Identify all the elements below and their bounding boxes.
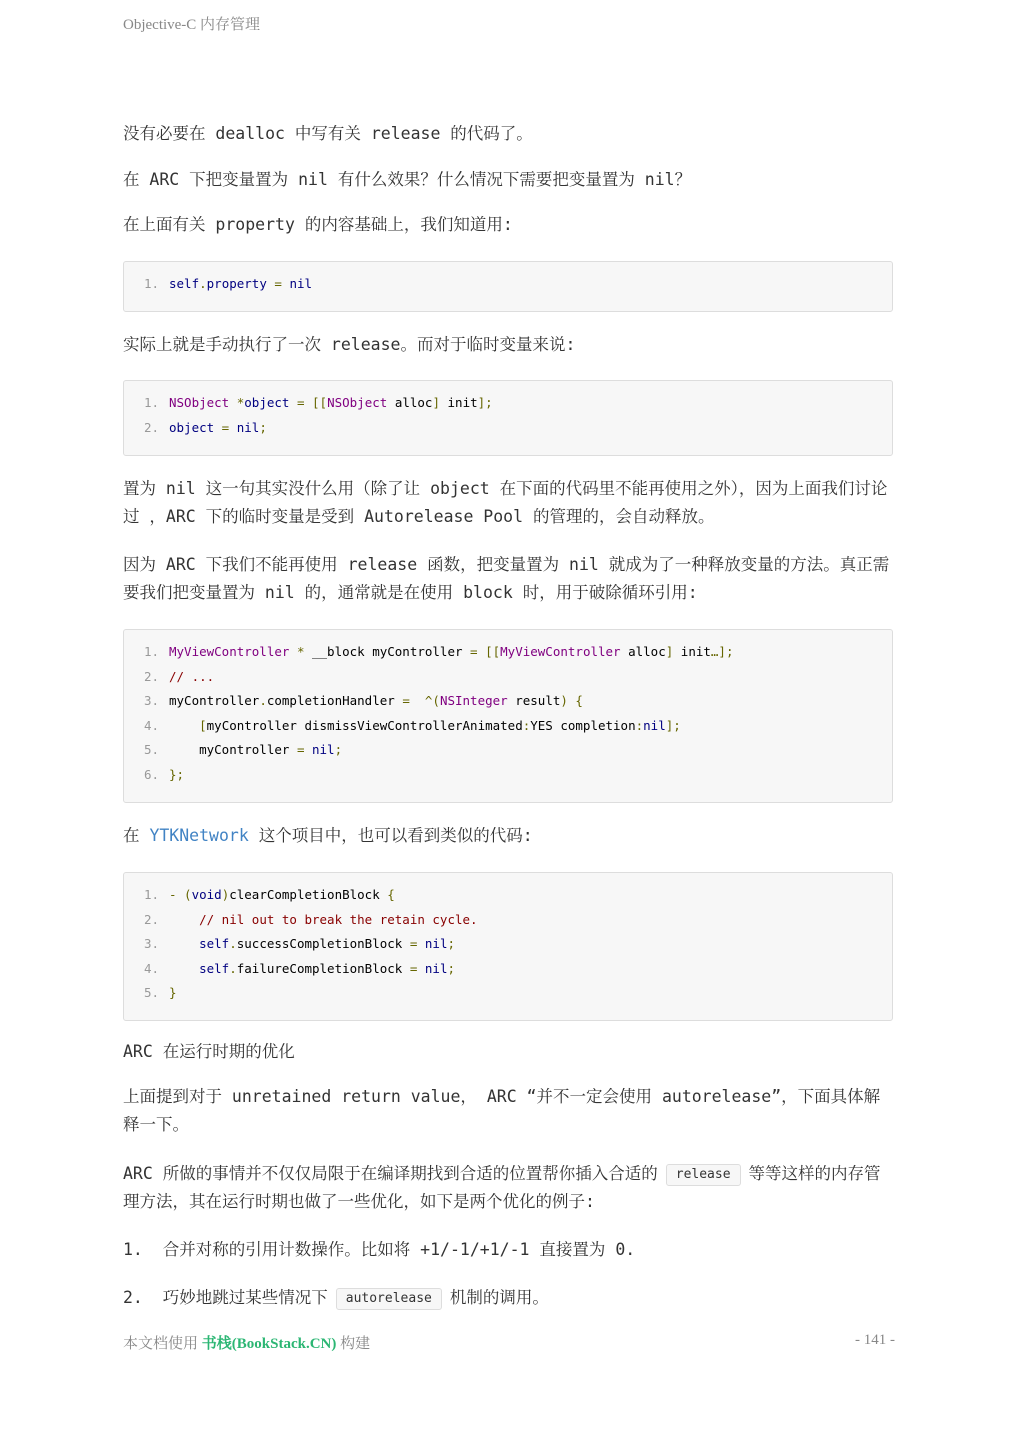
code-token: = ^( [402,693,440,709]
code-token: NSInteger [439,693,508,709]
code-token: self [199,960,230,976]
line-number: 5. [144,985,160,1001]
code-token: MyViewController [500,644,621,659]
list-item [123,1284,895,1312]
code-token: nil [289,276,313,291]
code-token: ; [447,960,456,976]
list-number: 1. [123,1240,143,1259]
code-token [169,718,199,733]
code-line [124,416,892,441]
paragraph: 在上面有关 property 的内容基础上，我们知道用: [123,215,513,234]
code-token: . [229,936,237,952]
text: 这个项目中，也可以看到类似的代码: [248,826,533,845]
paragraph [123,1160,895,1216]
code-line [124,957,892,982]
paragraph: 因为 ARC 下我们不能再使用 release 函数，把变量置为 nil 就成为了一种释放变量的方法。真正需要我们把变量置为 nil 的，通常就是在使用 block 时，用于破除循环引用: [123,555,890,602]
code-line [124,932,892,957]
code-token: ] [432,395,448,410]
line-number: 2. [144,419,160,435]
code-token: ; [447,936,456,952]
code-block [123,380,893,456]
inline-code-release: release [666,1164,741,1186]
text: 机制的调用。 [449,1288,549,1307]
paragraph: 没有必要在 dealloc 中写有关 release 的代码了。 [123,124,533,143]
text: ARC 所做的事情并不仅仅局限于在编译期找到合适的位置帮你插入合适的 [123,1164,658,1183]
code-line [124,908,892,933]
code-line [124,665,892,690]
code-token: __block myController [312,644,471,659]
code-token: ) { [560,693,583,709]
code-token: * [289,644,312,659]
line-number: 1. [144,887,160,902]
inline-code-autorelease: autorelease [336,1288,442,1310]
code-token: myController [169,742,297,758]
code-token: NSObject [327,395,388,410]
line-number: 5. [144,742,160,758]
code-token: object [169,419,215,435]
bookstack-link[interactable]: 书栈(BookStack.CN) [201,1336,337,1352]
code-token: = [266,276,290,291]
ytknetwork-link[interactable]: YTKNetwork [149,826,249,845]
paragraph: 置为 nil 这一句其实没什么用（除了让 object 在下面的代码里不能再使用之外），因为上面我们讨论过 ，ARC 下的临时变量是受到 Autorelease Pool 的管理的，会自动释放。 [123,479,888,526]
code-token: nil [424,960,448,976]
code-line [124,391,892,416]
code-block [123,629,893,803]
code-line [124,981,892,1006]
code-line [124,738,892,763]
line-number: 6. [144,766,160,782]
code-token: MyViewController [169,644,290,659]
line-number: 4. [144,717,160,733]
code-block [123,261,893,312]
code-token: myController [169,693,260,709]
code-token: ; [259,419,267,435]
code-token: = [296,742,312,758]
page-header: Objective-C 内存管理 [123,17,261,33]
text: 在 [123,826,150,845]
code-token: alloc [387,395,433,410]
code-token: myController dismissViewControllerAnimated [206,717,523,733]
line-number: 1. [144,276,160,291]
line-number: 1. [144,395,160,410]
code-token: NSObject [169,395,230,410]
code-token: void [191,887,222,902]
code-token: nil [424,936,448,952]
code-token: completionHandler [266,693,403,709]
code-token: : [635,717,644,733]
code-token: : [522,717,531,733]
code-token: ]; [665,717,681,733]
code-token: …]; [710,644,734,659]
code-token: . [199,276,207,291]
code-token: alloc [620,644,666,659]
paragraph: 实际上就是手动执行了一次 release。而对于临时变量来说: [123,335,576,354]
footer-text: 本文档使用 [123,1336,202,1352]
code-token: self [169,276,200,291]
code-token: nil [236,419,260,435]
line-number: 2. [144,668,160,684]
code-token: result [507,693,561,709]
code-token: ) [221,887,230,902]
list-item [123,1236,895,1264]
code-token: failureCompletionBlock [236,960,410,976]
section-heading: ARC 在运行时期的优化 [123,1042,295,1061]
code-token: = [[ [470,644,501,659]
code-token: = [[ [289,395,328,410]
code-token: // ... [169,668,215,684]
list-number: 2. [123,1288,143,1307]
code-token: init [680,644,711,659]
code-token: clearCompletionBlock [229,887,388,902]
code-token [169,936,199,951]
code-token: property [206,276,267,291]
text: 巧妙地跳过某些情况下 [162,1288,328,1307]
code-block [123,872,893,1021]
line-number: 4. [144,960,160,976]
code-token: nil [643,717,666,733]
code-line [124,714,892,739]
paragraph: 在 ARC 下把变量置为 nil 有什么效果？什么情况下需要把变量置为 nil？ [123,170,692,189]
page-footer [123,1332,370,1353]
code-token: // nil out to break the retain cycle. [199,911,478,927]
paragraph: 上面提到对于 unretained return value， ARC “并不一定会使用 autorelease”，下面具体解释一下。 [123,1087,881,1134]
code-token: . [259,693,267,709]
code-token: } [169,985,177,1001]
code-line [124,763,892,788]
code-token: { [387,887,395,902]
code-token: self [199,936,230,952]
code-token: - ( [169,887,192,902]
paragraph [123,822,895,850]
code-token: = [409,936,425,952]
code-token: = [409,960,425,976]
footer-text: 构建 [336,1336,371,1352]
code-token [169,912,199,927]
code-token: init [447,395,478,410]
code-token: YES completion [530,717,636,733]
line-number: 3. [144,936,160,952]
code-token: ; [334,742,343,758]
code-line [124,689,892,714]
code-token: . [229,960,237,976]
line-number: 2. [144,911,160,927]
code-token: nil [312,742,335,758]
code-token [169,961,199,976]
code-token: = [214,419,237,435]
line-number: 1. [144,644,160,659]
code-token: }; [169,766,185,782]
code-line [124,640,892,665]
code-token: successCompletionBlock [236,936,410,952]
text: 等等这样的内存管理方法，其在运行时期也做了一些优化，如下是两个优化的例子: [123,1164,881,1211]
code-token: [ [199,717,207,733]
code-line [124,272,892,297]
code-token: * [229,395,245,410]
code-line [124,883,892,908]
code-token: ] [665,644,681,659]
code-token: ]; [477,395,493,410]
code-token: object [244,395,290,410]
text: 合并对称的引用计数操作。比如将 +1/-1/+1/-1 直接置为 0. [162,1240,636,1259]
line-number: 3. [144,693,160,709]
page-number: - 141 - [855,1332,895,1348]
